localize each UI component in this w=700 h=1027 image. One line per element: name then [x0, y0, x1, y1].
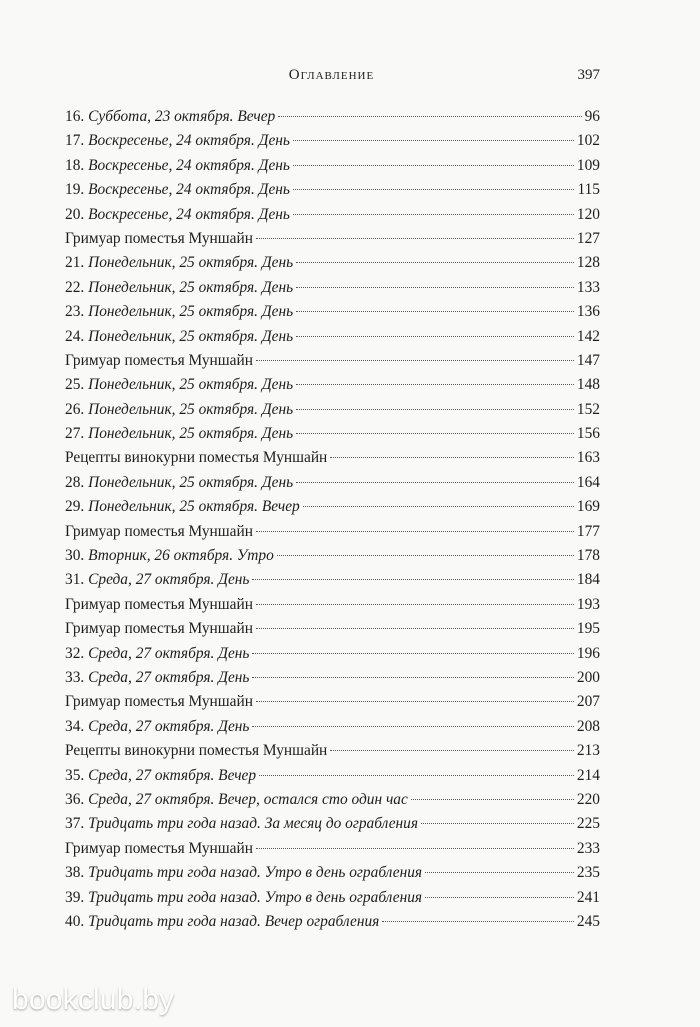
toc-entry-title: Понедельник, 25 октября. День: [88, 473, 294, 491]
toc-entry-number: 18.: [65, 156, 85, 174]
toc-entry: [65, 788, 600, 812]
page-number: 397: [577, 67, 600, 83]
toc-entry-number: 17.: [65, 132, 85, 150]
toc-entry-page: 196: [576, 644, 600, 662]
dot-leader: [252, 653, 573, 654]
dot-leader: [252, 677, 573, 678]
toc-entry-page: 178: [576, 547, 600, 565]
toc-entry: [65, 910, 600, 934]
toc-entry: [65, 690, 600, 714]
toc-entry-title: Понедельник, 25 октября. День: [88, 400, 294, 418]
toc-entry-page: 214: [576, 766, 600, 784]
dot-leader: [296, 262, 574, 263]
toc-entry-title: Среда, 27 октября. День: [88, 571, 250, 589]
toc-entry-title: Тридцать три года назад. Утро в день ограбления: [88, 864, 423, 882]
dot-leader: [278, 116, 581, 117]
toc-entry-title: Среда, 27 октября. День: [88, 644, 250, 662]
toc-entry: [65, 349, 600, 373]
toc-entry-title: Среда, 27 октября. Вечер: [88, 766, 257, 784]
toc-entry: [65, 446, 600, 470]
toc-entry-page: 163: [576, 449, 600, 467]
dot-leader: [252, 726, 573, 727]
toc-entry-number: 38.: [65, 864, 85, 882]
toc-entry-title: Вторник, 26 октября. Утро: [88, 547, 274, 565]
toc-entry-page: 109: [576, 156, 600, 174]
dot-leader: [296, 482, 574, 483]
toc-entry: [65, 544, 600, 568]
toc-entry-page: 208: [576, 717, 600, 735]
toc-entry-title: Гримуар поместья Муншайн: [65, 693, 253, 711]
toc-entry-title: Гримуар поместья Муншайн: [65, 595, 253, 613]
toc-entry: [65, 568, 600, 592]
toc-entry-title: Понедельник, 25 октября. День: [88, 425, 294, 443]
dot-leader: [296, 336, 574, 337]
toc-entry-title: Понедельник, 25 октября. Вечер: [88, 498, 300, 516]
toc-entry-number: 27.: [65, 425, 85, 443]
dot-leader: [256, 604, 574, 605]
toc-entry-number: 32.: [65, 644, 85, 662]
toc-entry-title: Понедельник, 25 октября. День: [88, 303, 294, 321]
toc-entry: [65, 129, 600, 153]
toc-entry-page: 169: [576, 498, 600, 516]
watermark: bookclub.by: [12, 983, 175, 1016]
dot-leader: [296, 384, 574, 385]
toc-entry-page: 120: [576, 205, 600, 223]
toc-entry-number: 20.: [65, 205, 85, 223]
dot-leader: [256, 628, 574, 629]
dot-leader: [296, 409, 574, 410]
dot-leader: [382, 921, 574, 922]
toc-entry-page: 207: [576, 693, 600, 711]
toc-entry-page: 225: [576, 815, 600, 833]
toc-entry-title: Среда, 27 октября. Вечер, остался сто один час: [88, 790, 408, 808]
toc-entry-number: 25.: [65, 376, 85, 394]
toc-entry-page: 177: [576, 522, 600, 540]
toc-entry-number: 28.: [65, 473, 85, 491]
toc-entry-page: 156: [576, 425, 600, 443]
toc-entry: [65, 422, 600, 446]
toc-entry: [65, 886, 600, 910]
toc-entry-title: Гримуар поместья Муншайн: [65, 351, 253, 369]
toc-entry-title: Гримуар поместья Муншайн: [65, 229, 253, 247]
dot-leader: [330, 750, 574, 751]
toc-entry: [65, 471, 600, 495]
toc-entry-title: Тридцать три года назад. Утро в день ограбления: [88, 888, 423, 906]
toc-entry-title: Среда, 27 октября. День: [88, 668, 250, 686]
dot-leader: [296, 311, 574, 312]
dot-leader: [293, 140, 574, 141]
dot-leader: [256, 531, 574, 532]
toc-entry-page: 128: [576, 254, 600, 272]
toc-entry-number: 24.: [65, 327, 85, 345]
dot-leader: [256, 701, 574, 702]
dot-leader: [296, 433, 574, 434]
toc-entry-number: 16.: [65, 108, 85, 125]
toc-entry-title: Понедельник, 25 октября. День: [88, 327, 294, 345]
toc-entry-page: 96: [584, 108, 600, 125]
toc-entry: [65, 398, 600, 422]
toc-entry-page: 164: [576, 473, 600, 491]
toc-entry-number: 37.: [65, 815, 85, 833]
toc-entry: [65, 617, 600, 641]
toc-entry-number: 33.: [65, 668, 85, 686]
toc-entry-number: 39.: [65, 888, 85, 906]
toc-entry: [65, 861, 600, 885]
dot-leader: [256, 238, 574, 239]
toc-entry: [65, 812, 600, 836]
toc-entry: [65, 276, 600, 300]
toc-entry-page: 195: [576, 620, 600, 638]
toc-entry-page: 200: [576, 668, 600, 686]
toc-entry: [65, 837, 600, 861]
dot-leader: [259, 775, 574, 776]
toc-entry-title: Понедельник, 25 октября. День: [88, 254, 294, 272]
toc-entry: [65, 251, 600, 275]
toc-entry: [65, 666, 600, 690]
toc-entry-title: Гримуар поместья Муншайн: [65, 620, 253, 638]
toc-entry-page: 233: [576, 839, 600, 857]
toc-entry: [65, 227, 600, 251]
toc-entry-number: 23.: [65, 303, 85, 321]
toc-entry-page: 136: [576, 303, 600, 321]
toc-entry-page: 148: [576, 376, 600, 394]
toc-entry-page: 152: [576, 400, 600, 418]
toc-entry: [65, 520, 600, 544]
toc-entry-title: Среда, 27 октября. День: [88, 717, 250, 735]
toc-entry-page: 213: [576, 742, 600, 760]
toc-entry-number: 35.: [65, 766, 85, 784]
toc-entry-number: 29.: [65, 498, 85, 516]
dot-leader: [256, 360, 574, 361]
toc-entry-page: 245: [576, 912, 600, 930]
table-of-contents: [65, 105, 600, 934]
toc-entry-title: Воскресенье, 24 октября. День: [88, 132, 290, 150]
toc-entry: [65, 593, 600, 617]
toc-entry-title: Воскресенье, 24 октября. День: [88, 156, 290, 174]
toc-entry: [65, 325, 600, 349]
toc-entry-page: 133: [576, 278, 600, 296]
toc-entry-page: 115: [577, 181, 600, 199]
toc-entry-title: Понедельник, 25 октября. День: [88, 278, 294, 296]
toc-entry: [65, 739, 600, 763]
toc-entry-page: 184: [576, 571, 600, 589]
running-title: Оглавление: [288, 67, 375, 83]
dot-leader: [303, 506, 574, 507]
toc-entry-title: Рецепты винокурни поместья Муншайн: [65, 449, 328, 467]
toc-entry: [65, 764, 600, 788]
dot-leader: [296, 287, 574, 288]
toc-entry-title: Рецепты винокурни поместья Муншайн: [65, 742, 328, 760]
toc-entry-title: Воскресенье, 24 октября. День: [88, 205, 290, 223]
toc-entry: [65, 715, 600, 739]
dot-leader: [425, 897, 574, 898]
toc-entry-page: 142: [576, 327, 600, 345]
dot-leader: [421, 823, 574, 824]
toc-entry: [65, 178, 600, 202]
toc-entry-number: 21.: [65, 254, 85, 272]
dot-leader: [293, 214, 574, 215]
toc-entry: [65, 642, 600, 666]
toc-entry-page: 147: [576, 351, 600, 369]
dot-leader: [277, 555, 574, 556]
toc-entry: [65, 105, 600, 129]
toc-entry-number: 19.: [65, 181, 85, 199]
toc-entry-number: 40.: [65, 912, 85, 930]
toc-entry-title: Суббота, 23 октября. Вечер: [88, 108, 276, 125]
toc-entry-number: 36.: [65, 790, 85, 808]
dot-leader: [411, 799, 574, 800]
toc-entry-title: Воскресенье, 24 октября. День: [88, 181, 290, 199]
toc-entry-page: 220: [576, 790, 600, 808]
toc-entry-number: 22.: [65, 278, 85, 296]
toc-entry-page: 241: [576, 888, 600, 906]
toc-entry-number: 31.: [65, 571, 85, 589]
toc-entry-title: Гримуар поместья Муншайн: [65, 839, 253, 857]
toc-entry-page: 235: [576, 864, 600, 882]
dot-leader: [330, 457, 574, 458]
toc-entry-page: 193: [576, 595, 600, 613]
toc-entry: [65, 203, 600, 227]
toc-entry: [65, 373, 600, 397]
toc-entry: [65, 495, 600, 519]
dot-leader: [293, 189, 575, 190]
running-head: [65, 67, 598, 91]
toc-entry-number: 30.: [65, 547, 85, 565]
toc-entry: [65, 300, 600, 324]
dot-leader: [256, 848, 574, 849]
toc-entry-title: Тридцать три года назад. За месяц до ограбления: [88, 815, 419, 833]
dot-leader: [252, 579, 573, 580]
toc-entry-page: 127: [576, 229, 600, 247]
toc-entry-title: Гримуар поместья Муншайн: [65, 522, 253, 540]
toc-entry-number: 26.: [65, 400, 85, 418]
toc-entry: [65, 154, 600, 178]
dot-leader: [293, 165, 574, 166]
toc-entry-title: Понедельник, 25 октября. День: [88, 376, 294, 394]
toc-entry-title: Тридцать три года назад. Вечер ограбления: [88, 912, 380, 930]
toc-entry-number: 34.: [65, 717, 85, 735]
dot-leader: [425, 872, 574, 873]
toc-entry-page: 102: [576, 132, 600, 150]
